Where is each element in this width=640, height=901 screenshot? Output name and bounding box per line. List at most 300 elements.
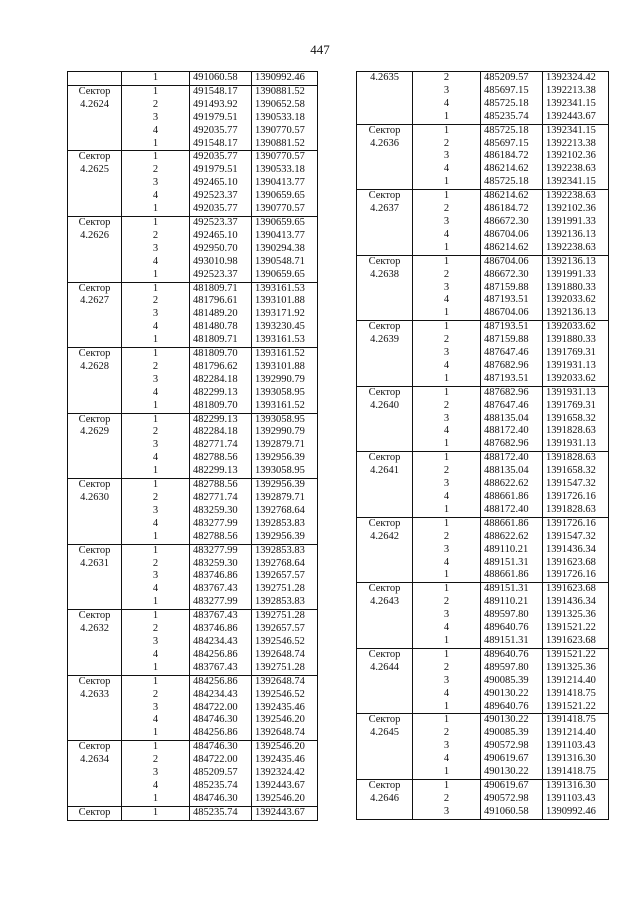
y-coordinate-cell: 1391828.63 [543,504,609,517]
y-coordinate-cell: 1392443.67 [543,111,609,124]
point-number-cell: 2 [413,793,481,806]
point-number-cell: 4 [122,321,190,334]
y-coordinate-cell: 1392657.57 [252,623,318,636]
y-coordinate-cell: 1391436.34 [543,596,609,609]
x-coordinate-cell: 492523.37 [190,216,252,229]
sector-cell: Сектор 4.2630 [68,479,122,545]
sector-cell: Сектор 4.2639 [357,321,413,387]
point-number-cell: 1 [413,583,481,596]
point-number-cell: 1 [122,400,190,413]
y-coordinate-cell: 1391623.68 [543,635,609,648]
y-coordinate-cell: 1392956.39 [252,479,318,492]
point-number-cell: 3 [413,85,481,98]
point-number-cell: 1 [122,348,190,361]
sector-cell: Сектор [68,806,122,820]
x-coordinate-cell: 485725.18 [481,124,543,137]
x-coordinate-cell: 485725.18 [481,176,543,189]
y-coordinate-cell: 1393161.53 [252,282,318,295]
point-number-cell: 3 [413,478,481,491]
point-number-cell: 1 [122,138,190,151]
x-coordinate-cell: 482771.74 [190,492,252,505]
y-coordinate-cell: 1391325.36 [543,662,609,675]
y-coordinate-cell: 1392657.57 [252,570,318,583]
y-coordinate-cell: 1390659.65 [252,190,318,203]
x-coordinate-cell: 483259.30 [190,558,252,571]
y-coordinate-cell: 1390992.46 [543,806,609,819]
point-number-cell: 1 [122,806,190,820]
point-number-cell: 1 [122,596,190,609]
x-coordinate-cell: 481796.62 [190,361,252,374]
x-coordinate-cell: 487159.88 [481,282,543,295]
y-coordinate-cell: 1391214.40 [543,675,609,688]
y-coordinate-cell: 1393161.53 [252,334,318,347]
point-number-cell: 1 [122,479,190,492]
point-number-cell: 4 [122,714,190,727]
sector-cell: Сектор 4.2644 [357,648,413,714]
y-coordinate-cell: 1393101.88 [252,361,318,374]
x-coordinate-cell: 486184.72 [481,150,543,163]
point-number-cell: 3 [413,806,481,819]
y-coordinate-cell: 1392033.62 [543,321,609,334]
point-number-cell: 1 [413,766,481,779]
x-coordinate-cell: 487647.46 [481,347,543,360]
point-number-cell: 1 [122,531,190,544]
x-coordinate-cell: 488135.04 [481,465,543,478]
table-row [68,216,318,229]
table-row [68,479,318,492]
y-coordinate-cell: 1391880.33 [543,334,609,347]
x-coordinate-cell: 485725.18 [481,98,543,111]
y-coordinate-cell: 1391436.34 [543,544,609,557]
y-coordinate-cell: 1392136.13 [543,229,609,242]
y-coordinate-cell: 1391316.30 [543,753,609,766]
y-coordinate-cell: 1392546.52 [252,689,318,702]
y-coordinate-cell: 1391658.32 [543,413,609,426]
y-coordinate-cell: 1392853.83 [252,544,318,557]
x-coordinate-cell: 486672.30 [481,269,543,282]
x-coordinate-cell: 481480.78 [190,321,252,334]
point-number-cell: 2 [122,492,190,505]
x-coordinate-cell: 485235.74 [190,806,252,820]
y-coordinate-cell: 1392751.28 [252,610,318,623]
y-coordinate-cell: 1390770.57 [252,203,318,216]
y-coordinate-cell: 1391769.31 [543,347,609,360]
point-number-cell: 1 [122,334,190,347]
x-coordinate-cell: 483746.86 [190,623,252,636]
y-coordinate-cell: 1391521.22 [543,622,609,635]
table-right-body [357,72,609,820]
y-coordinate-cell: 1391726.16 [543,569,609,582]
x-coordinate-cell: 487159.88 [481,334,543,347]
point-number-cell: 1 [413,321,481,334]
x-coordinate-cell: 487682.96 [481,360,543,373]
x-coordinate-cell: 481809.71 [190,282,252,295]
point-number-cell: 1 [122,282,190,295]
y-coordinate-cell: 1393058.95 [252,465,318,478]
y-coordinate-cell: 1391214.40 [543,727,609,740]
point-number-cell: 2 [413,727,481,740]
point-number-cell: 2 [413,596,481,609]
sector-cell: Сектор 4.2642 [357,517,413,583]
table-row [357,517,609,530]
y-coordinate-cell: 1392102.36 [543,203,609,216]
x-coordinate-cell: 485697.15 [481,138,543,151]
x-coordinate-cell: 490130.22 [481,688,543,701]
x-coordinate-cell: 482284.18 [190,426,252,439]
x-coordinate-cell: 492465.10 [190,230,252,243]
sector-cell: Сектор 4.2640 [357,386,413,452]
point-number-cell: 1 [122,413,190,426]
point-number-cell: 3 [413,282,481,295]
table-row [68,675,318,688]
y-coordinate-cell: 1392033.62 [543,373,609,386]
point-number-cell: 4 [122,256,190,269]
y-coordinate-cell: 1391547.32 [543,478,609,491]
x-coordinate-cell: 489640.76 [481,701,543,714]
x-coordinate-cell: 486704.06 [481,255,543,268]
table-row [68,72,318,86]
y-coordinate-cell: 1393161.52 [252,400,318,413]
point-number-cell: 1 [122,741,190,754]
x-coordinate-cell: 488172.40 [481,452,543,465]
point-number-cell: 4 [413,557,481,570]
y-coordinate-cell: 1392435.46 [252,702,318,715]
x-coordinate-cell: 489597.80 [481,662,543,675]
y-coordinate-cell: 1391991.33 [543,269,609,282]
point-number-cell: 2 [413,203,481,216]
point-number-cell: 1 [413,452,481,465]
y-coordinate-cell: 1393058.95 [252,413,318,426]
y-coordinate-cell: 1391769.31 [543,400,609,413]
x-coordinate-cell: 491979.51 [190,112,252,125]
y-coordinate-cell: 1392879.71 [252,492,318,505]
x-coordinate-cell: 493010.98 [190,256,252,269]
x-coordinate-cell: 486704.06 [481,229,543,242]
y-coordinate-cell: 1390770.57 [252,151,318,164]
x-coordinate-cell: 491493.92 [190,99,252,112]
y-coordinate-cell: 1390548.71 [252,256,318,269]
y-coordinate-cell: 1391316.30 [543,779,609,792]
sector-cell: Сектор 4.2626 [68,216,122,282]
point-number-cell: 4 [122,125,190,138]
y-coordinate-cell: 1391103.43 [543,740,609,753]
y-coordinate-cell: 1392546.20 [252,741,318,754]
sector-cell: Сектор 4.2627 [68,282,122,348]
y-coordinate-cell: 1392751.28 [252,662,318,675]
x-coordinate-cell: 490085.39 [481,675,543,688]
y-coordinate-cell: 1392546.20 [252,714,318,727]
x-coordinate-cell: 490619.67 [481,753,543,766]
x-coordinate-cell: 482788.56 [190,531,252,544]
point-number-cell: 2 [122,623,190,636]
point-number-cell: 4 [122,518,190,531]
y-coordinate-cell: 1392768.64 [252,558,318,571]
y-coordinate-cell: 1391726.16 [543,491,609,504]
y-coordinate-cell: 1391931.13 [543,386,609,399]
point-number-cell: 1 [122,216,190,229]
x-coordinate-cell: 487193.51 [481,373,543,386]
y-coordinate-cell: 1390659.65 [252,216,318,229]
point-number-cell: 1 [413,242,481,255]
point-number-cell: 3 [122,505,190,518]
x-coordinate-cell: 488135.04 [481,413,543,426]
point-number-cell: 1 [413,373,481,386]
x-coordinate-cell: 489110.21 [481,596,543,609]
y-coordinate-cell: 1392648.74 [252,727,318,740]
point-number-cell: 3 [413,216,481,229]
sector-cell: Сектор 4.2637 [357,190,413,256]
table-row [68,741,318,754]
point-number-cell: 4 [122,452,190,465]
point-number-cell: 3 [413,675,481,688]
x-coordinate-cell: 488172.40 [481,504,543,517]
x-coordinate-cell: 488622.62 [481,478,543,491]
y-coordinate-cell: 1391658.32 [543,465,609,478]
point-number-cell: 2 [413,531,481,544]
point-number-cell: 1 [122,72,190,86]
point-number-cell: 1 [122,675,190,688]
point-number-cell: 2 [122,689,190,702]
sector-cell: 4.2635 [357,72,413,125]
sector-cell: Сектор 4.2629 [68,413,122,479]
x-coordinate-cell: 485697.15 [481,85,543,98]
y-coordinate-cell: 1391991.33 [543,216,609,229]
x-coordinate-cell: 492523.37 [190,190,252,203]
y-coordinate-cell: 1392238.63 [543,242,609,255]
point-number-cell: 4 [413,360,481,373]
x-coordinate-cell: 491979.51 [190,164,252,177]
point-number-cell: 2 [122,164,190,177]
table-row [68,151,318,164]
y-coordinate-cell: 1391103.43 [543,793,609,806]
y-coordinate-cell: 1391931.13 [543,438,609,451]
x-coordinate-cell: 490130.22 [481,714,543,727]
y-coordinate-cell: 1392879.71 [252,439,318,452]
sector-cell: Сектор 4.2636 [357,124,413,190]
x-coordinate-cell: 491060.58 [190,72,252,86]
x-coordinate-cell: 490619.67 [481,779,543,792]
x-coordinate-cell: 482299.13 [190,413,252,426]
table-row [68,806,318,820]
point-number-cell: 1 [413,517,481,530]
coordinates-table-left [67,71,318,821]
y-coordinate-cell: 1392341.15 [543,176,609,189]
point-number-cell: 2 [413,72,481,85]
table-row [357,779,609,792]
x-coordinate-cell: 481809.71 [190,334,252,347]
y-coordinate-cell: 1391623.68 [543,557,609,570]
x-coordinate-cell: 485209.57 [190,767,252,780]
y-coordinate-cell: 1392324.42 [252,767,318,780]
x-coordinate-cell: 482788.56 [190,479,252,492]
y-coordinate-cell: 1392213.38 [543,85,609,98]
point-number-cell: 2 [122,361,190,374]
point-number-cell: 1 [122,269,190,282]
point-number-cell: 4 [122,649,190,662]
point-number-cell: 4 [122,583,190,596]
x-coordinate-cell: 481489.20 [190,308,252,321]
x-coordinate-cell: 484746.30 [190,793,252,806]
sector-cell: Сектор 4.2643 [357,583,413,649]
x-coordinate-cell: 492035.77 [190,125,252,138]
x-coordinate-cell: 485209.57 [481,72,543,85]
sector-cell: Сектор 4.2632 [68,610,122,676]
point-number-cell: 2 [122,230,190,243]
y-coordinate-cell: 1392238.63 [543,163,609,176]
x-coordinate-cell: 483767.43 [190,610,252,623]
x-coordinate-cell: 492035.77 [190,151,252,164]
table-row [357,714,609,727]
y-coordinate-cell: 1392853.83 [252,596,318,609]
y-coordinate-cell: 1391521.22 [543,701,609,714]
x-coordinate-cell: 486672.30 [481,216,543,229]
sector-cell: Сектор 4.2641 [357,452,413,518]
y-coordinate-cell: 1390294.38 [252,243,318,256]
table-row [68,85,318,98]
y-coordinate-cell: 1392956.39 [252,452,318,465]
point-number-cell: 3 [122,243,190,256]
x-coordinate-cell: 488661.86 [481,517,543,530]
point-number-cell: 1 [413,255,481,268]
x-coordinate-cell: 486184.72 [481,203,543,216]
point-number-cell: 2 [413,334,481,347]
x-coordinate-cell: 483767.43 [190,583,252,596]
x-coordinate-cell: 484746.30 [190,741,252,754]
x-coordinate-cell: 486214.62 [481,242,543,255]
x-coordinate-cell: 490572.98 [481,740,543,753]
y-coordinate-cell: 1392102.36 [543,150,609,163]
x-coordinate-cell: 486214.62 [481,163,543,176]
table-row [357,190,609,203]
y-coordinate-cell: 1393171.92 [252,308,318,321]
sector-cell: Сектор 4.2646 [357,779,413,819]
point-number-cell: 3 [122,439,190,452]
x-coordinate-cell: 485235.74 [481,111,543,124]
y-coordinate-cell: 1392751.28 [252,583,318,596]
point-number-cell: 1 [122,151,190,164]
x-coordinate-cell: 486214.62 [481,190,543,203]
y-coordinate-cell: 1392341.15 [543,124,609,137]
y-coordinate-cell: 1392238.63 [543,190,609,203]
point-number-cell: 3 [413,347,481,360]
x-coordinate-cell: 487193.51 [481,321,543,334]
y-coordinate-cell: 1392990.79 [252,374,318,387]
x-coordinate-cell: 490572.98 [481,793,543,806]
x-coordinate-cell: 481809.70 [190,400,252,413]
y-coordinate-cell: 1390533.18 [252,164,318,177]
point-number-cell: 4 [413,294,481,307]
point-number-cell: 3 [122,374,190,387]
point-number-cell: 2 [413,400,481,413]
y-coordinate-cell: 1392443.67 [252,806,318,820]
x-coordinate-cell: 484256.86 [190,675,252,688]
point-number-cell: 1 [122,793,190,806]
y-coordinate-cell: 1390533.18 [252,112,318,125]
point-number-cell: 2 [122,426,190,439]
x-coordinate-cell: 484234.43 [190,636,252,649]
x-coordinate-cell: 482299.13 [190,387,252,400]
x-coordinate-cell: 482284.18 [190,374,252,387]
y-coordinate-cell: 1393058.95 [252,387,318,400]
x-coordinate-cell: 489151.31 [481,583,543,596]
x-coordinate-cell: 489640.76 [481,648,543,661]
x-coordinate-cell: 488172.40 [481,425,543,438]
y-coordinate-cell: 1391726.16 [543,517,609,530]
y-coordinate-cell: 1391880.33 [543,282,609,295]
point-number-cell: 1 [413,124,481,137]
point-number-cell: 4 [413,491,481,504]
point-number-cell: 2 [413,269,481,282]
x-coordinate-cell: 487193.51 [481,294,543,307]
x-coordinate-cell: 488661.86 [481,491,543,504]
point-number-cell: 4 [413,163,481,176]
point-number-cell: 2 [122,754,190,767]
x-coordinate-cell: 482788.56 [190,452,252,465]
point-number-cell: 3 [413,740,481,753]
table-row [357,648,609,661]
point-number-cell: 1 [122,85,190,98]
point-number-cell: 3 [413,544,481,557]
y-coordinate-cell: 1390413.77 [252,230,318,243]
x-coordinate-cell: 482771.74 [190,439,252,452]
point-number-cell: 3 [122,570,190,583]
x-coordinate-cell: 490130.22 [481,766,543,779]
y-coordinate-cell: 1392435.46 [252,754,318,767]
point-number-cell: 3 [413,609,481,622]
y-coordinate-cell: 1392956.39 [252,531,318,544]
x-coordinate-cell: 484256.86 [190,727,252,740]
x-coordinate-cell: 483277.99 [190,518,252,531]
table-row [68,413,318,426]
point-number-cell: 1 [413,307,481,320]
y-coordinate-cell: 1392324.42 [543,72,609,85]
y-coordinate-cell: 1390881.52 [252,138,318,151]
y-coordinate-cell: 1393230.45 [252,321,318,334]
x-coordinate-cell: 482299.13 [190,465,252,478]
y-coordinate-cell: 1391828.63 [543,425,609,438]
sector-cell: Сектор 4.2645 [357,714,413,780]
y-coordinate-cell: 1392136.13 [543,255,609,268]
point-number-cell: 4 [413,229,481,242]
y-coordinate-cell: 1391521.22 [543,648,609,661]
point-number-cell: 1 [413,386,481,399]
point-number-cell: 2 [413,662,481,675]
y-coordinate-cell: 1390992.46 [252,72,318,86]
y-coordinate-cell: 1391547.32 [543,531,609,544]
point-number-cell: 2 [413,465,481,478]
y-coordinate-cell: 1391418.75 [543,714,609,727]
table-row [357,72,609,85]
y-coordinate-cell: 1391931.13 [543,360,609,373]
table-row [357,583,609,596]
x-coordinate-cell: 484256.86 [190,649,252,662]
point-number-cell: 1 [122,203,190,216]
sector-cell: Сектор 4.2625 [68,151,122,217]
x-coordinate-cell: 492523.37 [190,269,252,282]
y-coordinate-cell: 1391418.75 [543,688,609,701]
table-row [357,321,609,334]
y-coordinate-cell: 1391828.63 [543,452,609,465]
y-coordinate-cell: 1392341.15 [543,98,609,111]
table-row [357,386,609,399]
x-coordinate-cell: 484234.43 [190,689,252,702]
x-coordinate-cell: 483277.99 [190,596,252,609]
sector-cell: Сектор 4.2633 [68,675,122,741]
x-coordinate-cell: 481809.70 [190,348,252,361]
table-row [68,544,318,557]
x-coordinate-cell: 491548.17 [190,85,252,98]
x-coordinate-cell: 486704.06 [481,307,543,320]
